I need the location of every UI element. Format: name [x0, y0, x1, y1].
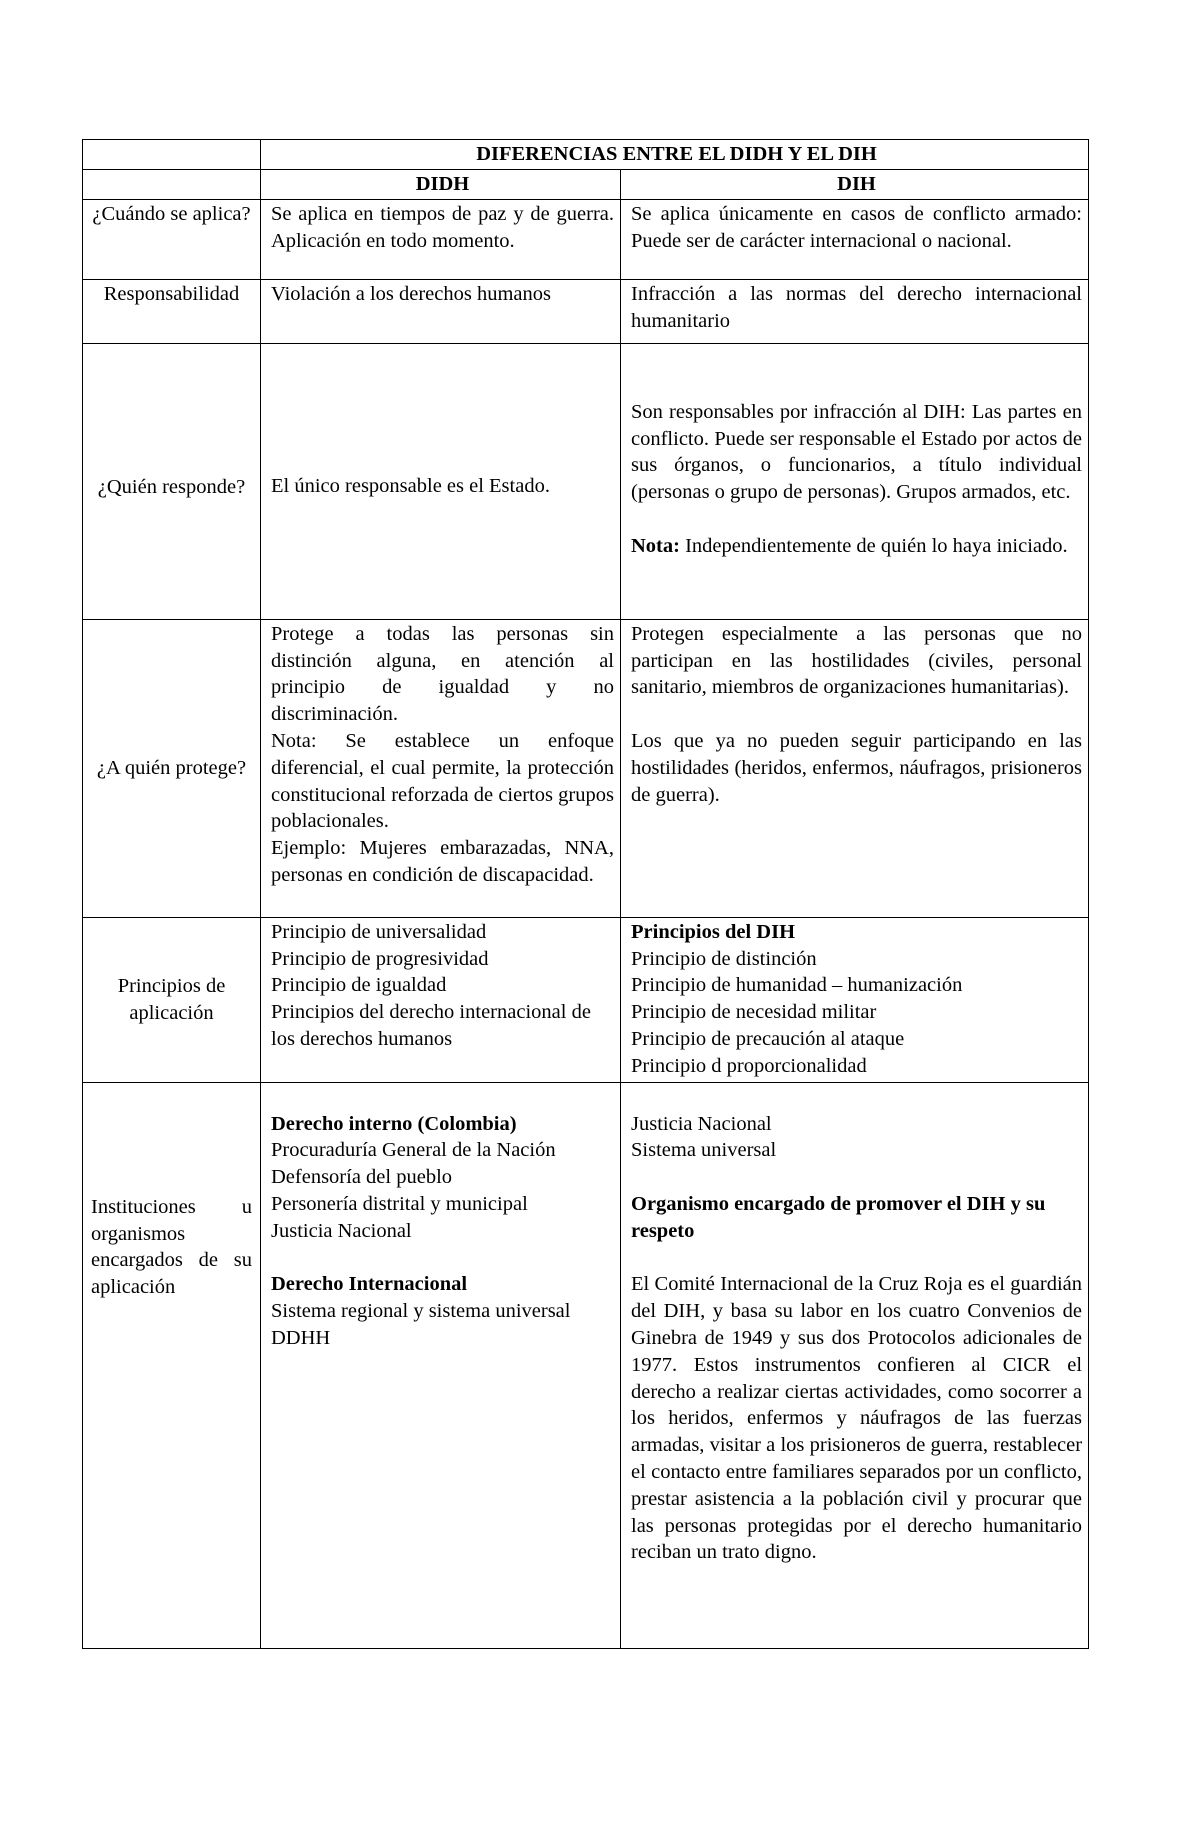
institution-item: Justicia Nacional [271, 1219, 412, 1242]
row-label: ¿Cuándo se aplica? [83, 199, 261, 279]
institution-item: Justicia Nacional [631, 1112, 772, 1135]
table-row [83, 279, 1089, 343]
document-page [82, 139, 1088, 1649]
dih-paragraph: Protegen especialmente a las personas que no participan en las hostilidades (civiles, personal sanitario, miembros de organizaciones humanitarias). [631, 622, 1083, 699]
row-label-text: ¿Quién responde? [97, 475, 246, 498]
principle-item: Principio de necesidad militar [631, 1001, 877, 1024]
note-label: Nota: [631, 534, 680, 557]
empty-header-cell [83, 170, 261, 200]
row-label: Principios de aplicación [83, 917, 261, 1082]
principle-item: Principio de universalidad [271, 920, 487, 943]
column-header-dih: DIH [621, 170, 1089, 200]
column-header-row [83, 170, 1089, 200]
dih-paragraph: Los que ya no pueden seguir participando en las hostilidades (heridos, enfermos, náufragos, prisioneros de guerra). [631, 729, 1083, 806]
empty-corner-cell [83, 140, 261, 170]
institution-item: Defensoría del pueblo [271, 1166, 453, 1189]
dih-cell [621, 1082, 1089, 1648]
didh-paragraph: Protege a todas las personas sin distinción alguna, en atención al principio de igualdad y no discriminación. [271, 622, 614, 726]
principle-item: Principio de humanidad – humanización [631, 974, 963, 997]
didh-text: El único responsable es el Estado. [271, 475, 550, 498]
institution-item: Sistema regional y sistema universal DDHH [271, 1300, 571, 1349]
table-row [83, 619, 1089, 917]
dih-text: Son responsables por infracción al DIH: Las partes en conflicto. Puede ser responsable el Estado por actos de sus órganos, o funcionarios, a título individual (personas o grupo de personas). Grupos armados, etc. [631, 400, 1083, 504]
row-label-text: Instituciones u organismos encargados de su aplicación [91, 1195, 252, 1299]
dih-cell [621, 343, 1089, 619]
institution-item: Personería distrital y municipal [271, 1192, 528, 1215]
dih-cell: Infracción a las normas del derecho internacional humanitario [621, 279, 1089, 343]
dih-cell [621, 619, 1089, 917]
didh-note: Nota: Se establece un enfoque diferencial, el cual permite, la protección constitucional reforzada de ciertos grupos poblacionales. [271, 729, 614, 833]
comparison-table [82, 139, 1089, 1649]
institution-item: Sistema universal [631, 1139, 777, 1162]
organism-heading: Organismo encargado de promover el DIH y su respeto [631, 1192, 1046, 1242]
row-label [83, 343, 261, 619]
didh-cell [261, 917, 621, 1082]
principle-item: Principios del derecho internacional de los derechos humanos [271, 1001, 591, 1050]
didh-cell [261, 619, 621, 917]
row-label [83, 1082, 261, 1648]
row-label: Responsabilidad [83, 279, 261, 343]
dih-cell: Se aplica únicamente en casos de conflicto armado: Puede ser de carácter internacional o nacional. [621, 199, 1089, 279]
note-text: Independientemente de quién lo haya iniciado. [685, 534, 1068, 557]
didh-cell: Violación a los derechos humanos [261, 279, 621, 343]
principle-item: Principio de igualdad [271, 974, 447, 997]
didh-cell [261, 343, 621, 619]
principle-item: Principio de progresividad [271, 947, 489, 970]
table-title-row [83, 140, 1089, 170]
principle-item: Principio de precaución al ataque [631, 1027, 905, 1050]
table-row [83, 917, 1089, 1082]
table-row [83, 1082, 1089, 1648]
didh-cell [261, 1082, 621, 1648]
table-row [83, 343, 1089, 619]
didh-cell: Se aplica en tiempos de paz y de guerra. Aplicación en todo momento. [261, 199, 621, 279]
dih-cell [621, 917, 1089, 1082]
internal-law-heading: Derecho interno (Colombia) [271, 1112, 517, 1135]
column-header-didh: DIDH [261, 170, 621, 200]
principle-item: Principio d proporcionalidad [631, 1054, 867, 1077]
icrc-paragraph: El Comité Internacional de la Cruz Roja es el guardián del DIH, y basa su labor en los cuatro Convenios de Ginebra de 1949 y sus dos Protocolos adicionales de 1977. Estos instrumentos confieren al CICR el derecho a realizar ciertas actividades, como socorrer a los heridos, enfermos y náufragos de las fuerzas armadas, visitar a los prisioneros de guerra, restablecer el contacto entre familiares separados por un conflicto, prestar asistencia a la población civil y procurar que las personas protegidas por el derecho humanitario reciban un trato digno. [631, 1273, 1083, 1564]
table-title: DIFERENCIAS ENTRE EL DIDH Y EL DIH [261, 140, 1089, 170]
principles-heading: Principios del DIH [631, 920, 796, 943]
table-row [83, 199, 1089, 279]
international-law-heading: Derecho Internacional [271, 1273, 468, 1296]
dih-note [631, 533, 1082, 560]
institution-item: Procuraduría General de la Nación [271, 1139, 556, 1162]
row-label: ¿A quién protege? [83, 619, 261, 917]
didh-example: Ejemplo: Mujeres embarazadas, NNA, personas en condición de discapacidad. [271, 837, 614, 886]
principle-item: Principio de distinción [631, 947, 817, 970]
